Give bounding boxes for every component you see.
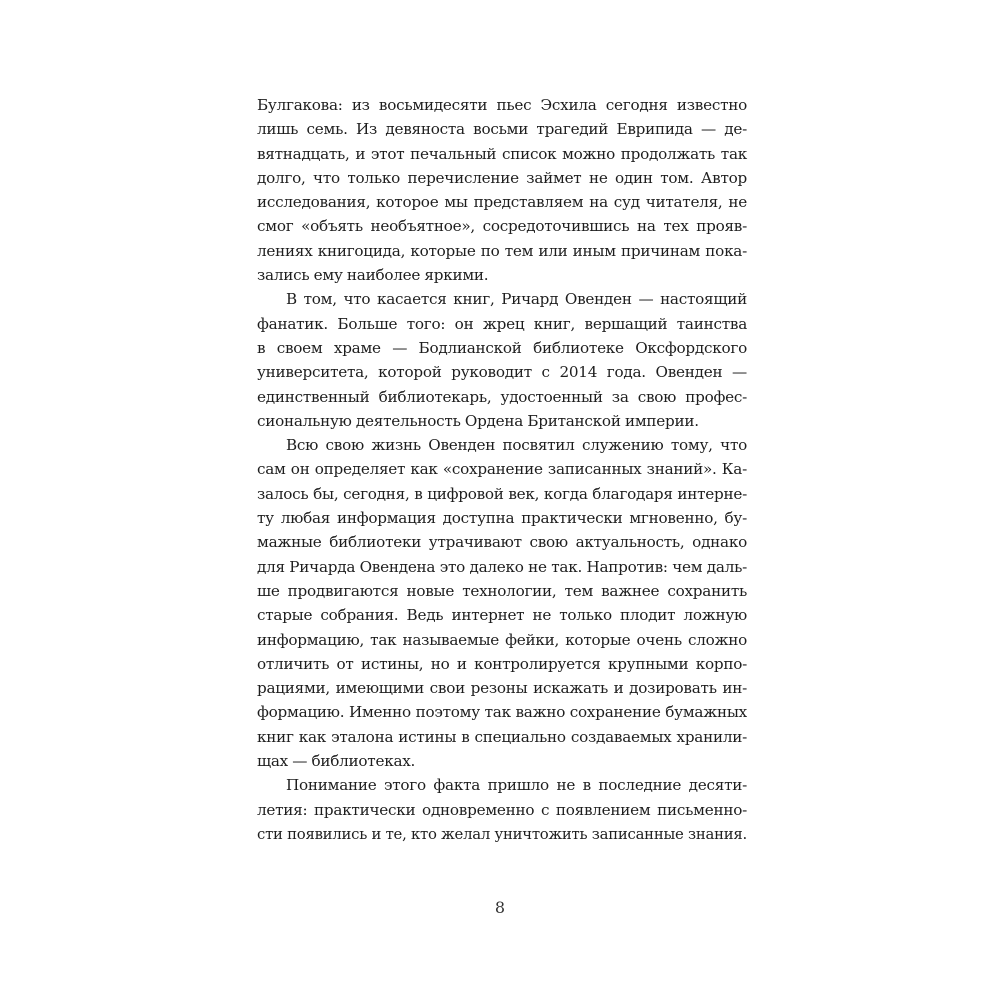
text-line: залось бы, сегодня, в цифровой век, когда благодаря интерне- <box>257 484 747 503</box>
text-line: долго, что только перечисление займет не один том. Автор <box>257 168 747 187</box>
text-line: сам он определяет как «сохранение записанных знаний». Ка- <box>257 460 747 479</box>
text-line: сти появились и те, кто желал уничтожить записанные знания. <box>257 824 747 843</box>
text-line: единственный библиотекарь, удостоенный за свою профес- <box>257 387 747 406</box>
paragraph <box>257 773 747 846</box>
text-line: В том, что касается книг, Ричард Овенден — настоящий <box>286 290 747 309</box>
text-line: зались ему наиболее яркими. <box>257 266 489 285</box>
text-line: сиональную деятельность Ордена Британской империи. <box>257 411 699 430</box>
text-line: старые собрания. Ведь интернет не только плодит ложную <box>257 606 747 625</box>
text-line: для Ричарда Овендена это далеко не так. Напротив: чем даль- <box>257 557 747 576</box>
text-line: университета, которой руководит с 2014 года. Овенден — <box>257 363 747 382</box>
text-line: лениях книгоцида, которые по тем или иным причинам пока- <box>257 241 747 260</box>
text-line: книг как эталона истины в специально создаваемых хранили- <box>257 727 747 746</box>
body-text <box>257 93 747 846</box>
text-line: Понимание этого факта пришло не в последние десяти- <box>286 776 747 795</box>
text-line: информацию, так называемые фейки, которые очень сложно <box>257 630 747 649</box>
text-line: ту любая информация доступна практически мгновенно, бу- <box>257 509 747 528</box>
text-line: фанатик. Больше того: он жрец книг, вершащий таинства <box>257 314 747 333</box>
text-line: формацию. Именно поэтому так важно сохранение бумажных <box>257 703 747 722</box>
text-line: исследования, которое мы представляем на суд читателя, не <box>257 193 747 212</box>
paragraph <box>257 287 747 433</box>
text-line: отличить от истины, но и контролируется крупными корпо- <box>257 654 747 673</box>
paragraph <box>257 93 747 287</box>
text-line: лишь семь. Из девяноста восьми трагедий Еврипида — де- <box>257 120 747 139</box>
text-line: Всю свою жизнь Овенден посвятил служению тому, что <box>286 436 747 455</box>
text-line: вятнадцать, и этот печальный список можно продолжать так <box>257 144 747 163</box>
text-line: мажные библиотеки утрачивают свою актуальность, однако <box>257 533 747 552</box>
text-line: летия: практически одновременно с появлением письменно- <box>257 800 747 819</box>
text-line: щах — библиотеках. <box>257 752 416 771</box>
text-line: смог «объять необъятное», сосредоточившись на тех прояв- <box>257 217 747 236</box>
text-line: ше продвигаются новые технологии, тем важнее сохранить <box>257 581 747 600</box>
text-line: рациями, имеющими свои резоны искажать и дозировать ин- <box>257 679 747 698</box>
paragraph <box>257 433 747 773</box>
text-line: Булгакова: из восьмидесяти пьес Эсхила сегодня известно <box>257 96 747 114</box>
page-number: 8 <box>494 898 506 917</box>
text-line: в своем храме — Бодлианской библиотеке Оксфордского <box>257 338 747 357</box>
